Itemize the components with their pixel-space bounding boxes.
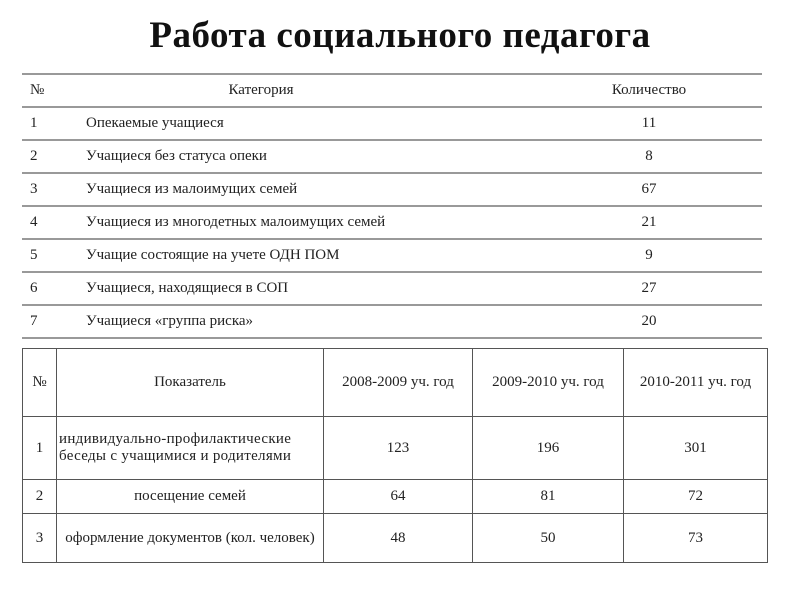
table-row (22, 305, 762, 338)
header-indicator: Показатель (57, 349, 324, 417)
row-number: 3 (22, 173, 78, 206)
header-number: № (23, 349, 57, 417)
row-count: 27 (536, 272, 762, 305)
value-2009: 196 (473, 417, 624, 480)
row-number: 2 (22, 140, 78, 173)
row-category: Опекаемые учащиеся (78, 107, 536, 140)
row-indicator: индивидуально-профилактические беседы с учащимися и родителями (57, 417, 324, 480)
value-2008: 48 (324, 514, 473, 563)
table-row (22, 107, 762, 140)
header-number: № (22, 74, 78, 107)
value-2008: 64 (324, 480, 473, 514)
row-number: 4 (22, 206, 78, 239)
header-category: Категория (78, 74, 536, 107)
table-header-row (23, 349, 768, 417)
table-row (22, 206, 762, 239)
value-2009: 81 (473, 480, 624, 514)
categories-table (22, 73, 762, 339)
value-2010: 72 (624, 480, 768, 514)
header-count: Количество (536, 74, 762, 107)
row-number: 3 (23, 514, 57, 563)
row-count: 11 (536, 107, 762, 140)
row-count: 9 (536, 239, 762, 272)
value-2008: 123 (324, 417, 473, 480)
header-year-2008: 2008-2009 уч. год (324, 349, 473, 417)
header-year-2010: 2010-2011 уч. год (624, 349, 768, 417)
row-category: Учащиеся без статуса опеки (78, 140, 536, 173)
row-indicator: посещение семей (57, 480, 324, 514)
table-row (22, 140, 762, 173)
row-category: Учащиеся из многодетных малоимущих семей (78, 206, 536, 239)
row-number: 6 (22, 272, 78, 305)
row-category: Учащиеся «группа риска» (78, 305, 536, 338)
table-header-row (22, 74, 762, 107)
row-count: 8 (536, 140, 762, 173)
header-year-2009: 2009-2010 уч. год (473, 349, 624, 417)
table-row (22, 239, 762, 272)
table-row (22, 173, 762, 206)
row-number: 2 (23, 480, 57, 514)
row-number: 7 (22, 305, 78, 338)
row-category: Учащиеся, находящиеся в СОП (78, 272, 536, 305)
row-count: 67 (536, 173, 762, 206)
table-row (23, 417, 768, 480)
value-2009: 50 (473, 514, 624, 563)
row-category: Учащиеся из малоимущих семей (78, 173, 536, 206)
row-indicator: оформление документов (кол. человек) (57, 514, 324, 563)
row-number: 1 (23, 417, 57, 480)
page-title: Работа социального педагога (149, 15, 651, 56)
table-row (23, 480, 768, 514)
value-2010: 301 (624, 417, 768, 480)
row-count: 20 (536, 305, 762, 338)
row-count: 21 (536, 206, 762, 239)
table-row (23, 514, 768, 563)
row-number: 5 (22, 239, 78, 272)
row-number: 1 (22, 107, 78, 140)
indicators-table (22, 348, 768, 563)
table-row (22, 272, 762, 305)
value-2010: 73 (624, 514, 768, 563)
row-category: Учащие состоящие на учете ОДН ПОМ (78, 239, 536, 272)
